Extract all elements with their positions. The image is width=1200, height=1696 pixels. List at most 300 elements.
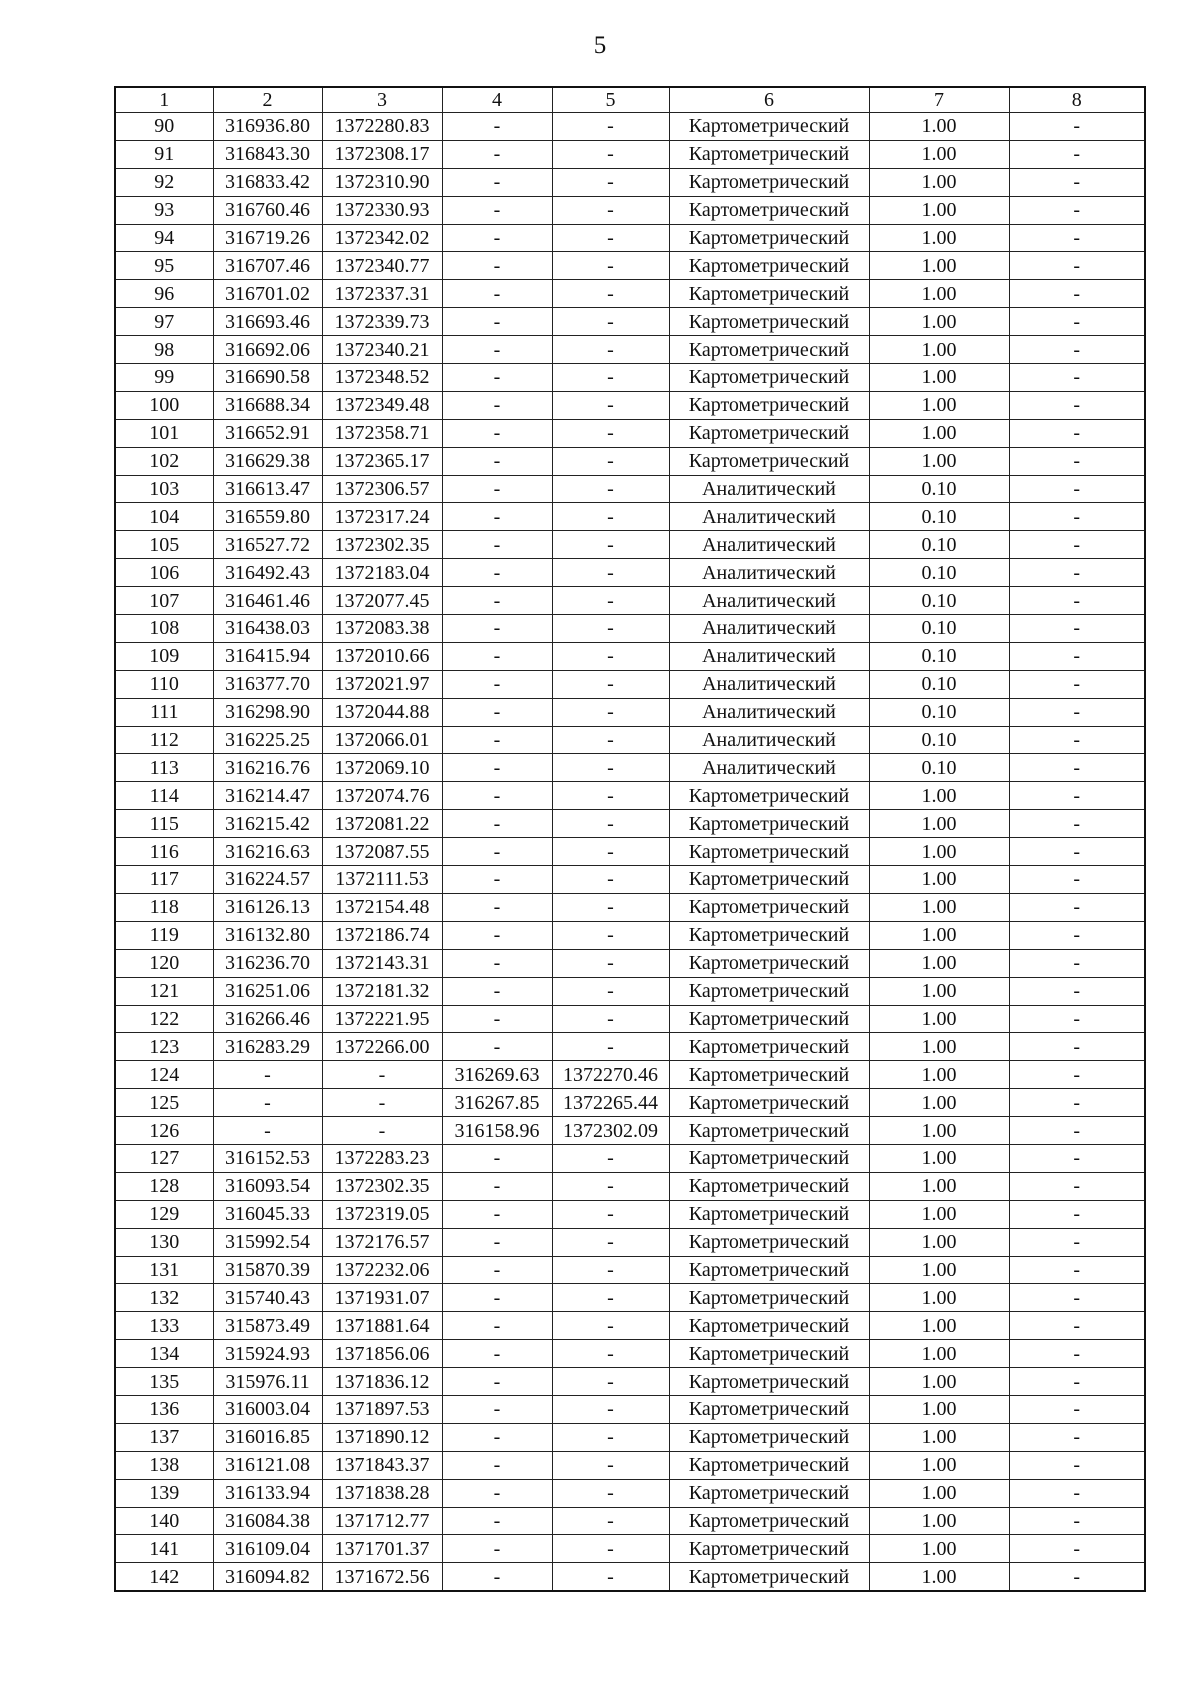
- y-coordinate-cell: 1372349.48: [322, 391, 442, 419]
- x-new-cell: -: [442, 782, 552, 810]
- point-number-cell: 91: [115, 140, 213, 168]
- y-new-cell: 1372265.44: [552, 1089, 669, 1117]
- table-row: [115, 336, 1145, 364]
- method-cell: Картометрический: [669, 1535, 869, 1563]
- description-cell: -: [1009, 1284, 1145, 1312]
- y-new-cell: -: [552, 391, 669, 419]
- table-row: [115, 1368, 1145, 1396]
- table-row: [115, 280, 1145, 308]
- x-coordinate-cell: 315976.11: [213, 1368, 322, 1396]
- x-coordinate-cell: 316527.72: [213, 531, 322, 559]
- description-cell: -: [1009, 447, 1145, 475]
- x-new-cell: -: [442, 252, 552, 280]
- table-row: [115, 754, 1145, 782]
- method-cell: Аналитический: [669, 531, 869, 559]
- point-number-cell: 126: [115, 1117, 213, 1145]
- y-new-cell: -: [552, 1256, 669, 1284]
- method-cell: Картометрический: [669, 1005, 869, 1033]
- y-new-cell: -: [552, 1451, 669, 1479]
- y-coordinate-cell: 1372183.04: [322, 559, 442, 587]
- accuracy-cell: 0.10: [869, 475, 1009, 503]
- description-cell: -: [1009, 503, 1145, 531]
- method-cell: Картометрический: [669, 1172, 869, 1200]
- method-cell: Картометрический: [669, 364, 869, 392]
- point-number-cell: 129: [115, 1200, 213, 1228]
- accuracy-cell: 1.00: [869, 1479, 1009, 1507]
- description-cell: -: [1009, 224, 1145, 252]
- point-number-cell: 104: [115, 503, 213, 531]
- y-new-cell: -: [552, 1144, 669, 1172]
- method-cell: Картометрический: [669, 1117, 869, 1145]
- x-coordinate-cell: 316224.57: [213, 866, 322, 894]
- description-cell: -: [1009, 1228, 1145, 1256]
- y-coordinate-cell: 1372358.71: [322, 419, 442, 447]
- x-new-cell: -: [442, 810, 552, 838]
- y-new-cell: -: [552, 419, 669, 447]
- x-coordinate-cell: 316492.43: [213, 559, 322, 587]
- x-coordinate-cell: 316003.04: [213, 1395, 322, 1423]
- description-cell: -: [1009, 1256, 1145, 1284]
- point-number-cell: 107: [115, 587, 213, 615]
- y-coordinate-cell: 1371836.12: [322, 1368, 442, 1396]
- y-new-cell: -: [552, 475, 669, 503]
- x-coordinate-cell: 316559.80: [213, 503, 322, 531]
- accuracy-cell: 1.00: [869, 364, 1009, 392]
- y-coordinate-cell: 1372280.83: [322, 113, 442, 141]
- table-row: [115, 447, 1145, 475]
- table-row: [115, 866, 1145, 894]
- description-cell: -: [1009, 1340, 1145, 1368]
- table-row: [115, 531, 1145, 559]
- y-coordinate-cell: 1371712.77: [322, 1507, 442, 1535]
- method-cell: Картометрический: [669, 893, 869, 921]
- y-coordinate-cell: 1372308.17: [322, 140, 442, 168]
- x-coordinate-cell: 316719.26: [213, 224, 322, 252]
- point-number-cell: 142: [115, 1563, 213, 1591]
- accuracy-cell: 1.00: [869, 1033, 1009, 1061]
- table-row: [115, 587, 1145, 615]
- x-coordinate-cell: 316652.91: [213, 419, 322, 447]
- table-row: [115, 782, 1145, 810]
- x-new-cell: -: [442, 419, 552, 447]
- method-cell: Картометрический: [669, 113, 869, 141]
- y-coordinate-cell: 1372087.55: [322, 838, 442, 866]
- y-new-cell: -: [552, 1563, 669, 1591]
- point-number-cell: 121: [115, 977, 213, 1005]
- y-coordinate-cell: 1372340.21: [322, 336, 442, 364]
- x-coordinate-cell: 316216.63: [213, 838, 322, 866]
- table-row: [115, 1033, 1145, 1061]
- method-cell: Картометрический: [669, 391, 869, 419]
- method-cell: Картометрический: [669, 1479, 869, 1507]
- x-coordinate-cell: 316214.47: [213, 782, 322, 810]
- x-coordinate-cell: 316298.90: [213, 698, 322, 726]
- x-coordinate-cell: 316415.94: [213, 642, 322, 670]
- x-new-cell: -: [442, 921, 552, 949]
- description-cell: -: [1009, 140, 1145, 168]
- x-new-cell: -: [442, 168, 552, 196]
- x-new-cell: -: [442, 1005, 552, 1033]
- y-coordinate-cell: 1372143.31: [322, 949, 442, 977]
- point-number-cell: 97: [115, 308, 213, 336]
- y-new-cell: -: [552, 308, 669, 336]
- accuracy-cell: 1.00: [869, 447, 1009, 475]
- x-coordinate-cell: 316084.38: [213, 1507, 322, 1535]
- method-cell: Картометрический: [669, 921, 869, 949]
- point-number-cell: 90: [115, 113, 213, 141]
- description-cell: -: [1009, 1312, 1145, 1340]
- x-coordinate-cell: 316690.58: [213, 364, 322, 392]
- table-row: [115, 810, 1145, 838]
- point-number-cell: 93: [115, 196, 213, 224]
- x-coordinate-cell: 316133.94: [213, 1479, 322, 1507]
- table-row: [115, 1423, 1145, 1451]
- x-new-cell: -: [442, 1395, 552, 1423]
- method-cell: Картометрический: [669, 1284, 869, 1312]
- x-coordinate-cell: 316283.29: [213, 1033, 322, 1061]
- x-new-cell: -: [442, 1144, 552, 1172]
- method-cell: Картометрический: [669, 280, 869, 308]
- x-coordinate-cell: 316629.38: [213, 447, 322, 475]
- description-cell: -: [1009, 587, 1145, 615]
- y-coordinate-cell: 1372330.93: [322, 196, 442, 224]
- x-coordinate-cell: 316266.46: [213, 1005, 322, 1033]
- x-coordinate-cell: 316760.46: [213, 196, 322, 224]
- method-cell: Аналитический: [669, 615, 869, 643]
- accuracy-cell: 0.10: [869, 531, 1009, 559]
- y-new-cell: -: [552, 698, 669, 726]
- x-new-cell: -: [442, 893, 552, 921]
- x-coordinate-cell: 315740.43: [213, 1284, 322, 1312]
- y-coordinate-cell: 1372010.66: [322, 642, 442, 670]
- y-coordinate-cell: 1371890.12: [322, 1423, 442, 1451]
- point-number-cell: 134: [115, 1340, 213, 1368]
- x-new-cell: -: [442, 754, 552, 782]
- point-number-cell: 96: [115, 280, 213, 308]
- method-cell: Картометрический: [669, 949, 869, 977]
- x-coordinate-cell: 316016.85: [213, 1423, 322, 1451]
- x-coordinate-cell: 316109.04: [213, 1535, 322, 1563]
- point-number-cell: 130: [115, 1228, 213, 1256]
- y-new-cell: -: [552, 921, 669, 949]
- description-cell: -: [1009, 1479, 1145, 1507]
- x-new-cell: -: [442, 670, 552, 698]
- x-new-cell: -: [442, 1172, 552, 1200]
- point-number-cell: 139: [115, 1479, 213, 1507]
- table-row: [115, 113, 1145, 141]
- accuracy-cell: 1.00: [869, 168, 1009, 196]
- x-new-cell: -: [442, 1368, 552, 1396]
- point-number-cell: 119: [115, 921, 213, 949]
- method-cell: Картометрический: [669, 1368, 869, 1396]
- point-number-cell: 124: [115, 1061, 213, 1089]
- point-number-cell: 103: [115, 475, 213, 503]
- x-new-cell: -: [442, 559, 552, 587]
- y-new-cell: -: [552, 1423, 669, 1451]
- accuracy-cell: 0.10: [869, 670, 1009, 698]
- table-row: [115, 1563, 1145, 1591]
- x-new-cell: -: [442, 838, 552, 866]
- column-header: 3: [322, 87, 442, 113]
- accuracy-cell: 1.00: [869, 391, 1009, 419]
- y-new-cell: -: [552, 1033, 669, 1061]
- accuracy-cell: 1.00: [869, 1423, 1009, 1451]
- y-new-cell: -: [552, 893, 669, 921]
- point-number-cell: 131: [115, 1256, 213, 1284]
- table-row: [115, 726, 1145, 754]
- description-cell: -: [1009, 1423, 1145, 1451]
- description-cell: -: [1009, 419, 1145, 447]
- x-new-cell: -: [442, 1507, 552, 1535]
- y-new-cell: -: [552, 1200, 669, 1228]
- x-coordinate-cell: 316216.76: [213, 754, 322, 782]
- point-number-cell: 123: [115, 1033, 213, 1061]
- x-coordinate-cell: 316377.70: [213, 670, 322, 698]
- table-row: [115, 1451, 1145, 1479]
- point-number-cell: 108: [115, 615, 213, 643]
- table-row: [115, 559, 1145, 587]
- method-cell: Картометрический: [669, 1312, 869, 1340]
- y-coordinate-cell: 1372221.95: [322, 1005, 442, 1033]
- method-cell: Аналитический: [669, 475, 869, 503]
- x-new-cell: -: [442, 196, 552, 224]
- description-cell: -: [1009, 1144, 1145, 1172]
- y-coordinate-cell: 1372083.38: [322, 615, 442, 643]
- method-cell: Картометрический: [669, 1340, 869, 1368]
- y-coordinate-cell: 1372319.05: [322, 1200, 442, 1228]
- description-cell: -: [1009, 921, 1145, 949]
- accuracy-cell: 1.00: [869, 252, 1009, 280]
- x-coordinate-cell: 316693.46: [213, 308, 322, 336]
- method-cell: Картометрический: [669, 168, 869, 196]
- method-cell: Картометрический: [669, 1033, 869, 1061]
- y-coordinate-cell: 1372044.88: [322, 698, 442, 726]
- accuracy-cell: 1.00: [869, 1228, 1009, 1256]
- accuracy-cell: 1.00: [869, 1117, 1009, 1145]
- x-coordinate-cell: 316236.70: [213, 949, 322, 977]
- accuracy-cell: 1.00: [869, 1507, 1009, 1535]
- description-cell: -: [1009, 1395, 1145, 1423]
- y-new-cell: -: [552, 224, 669, 252]
- x-new-cell: -: [442, 1479, 552, 1507]
- accuracy-cell: 1.00: [869, 1284, 1009, 1312]
- point-number-cell: 118: [115, 893, 213, 921]
- point-number-cell: 98: [115, 336, 213, 364]
- y-coordinate-cell: 1371701.37: [322, 1535, 442, 1563]
- method-cell: Аналитический: [669, 503, 869, 531]
- method-cell: Картометрический: [669, 1451, 869, 1479]
- y-new-cell: -: [552, 977, 669, 1005]
- accuracy-cell: 1.00: [869, 336, 1009, 364]
- table-row: [115, 1172, 1145, 1200]
- description-cell: -: [1009, 308, 1145, 336]
- description-cell: -: [1009, 642, 1145, 670]
- accuracy-cell: 1.00: [869, 1256, 1009, 1284]
- method-cell: Картометрический: [669, 1089, 869, 1117]
- point-number-cell: 102: [115, 447, 213, 475]
- x-new-cell: -: [442, 447, 552, 475]
- point-number-cell: 132: [115, 1284, 213, 1312]
- table-row: [115, 1284, 1145, 1312]
- accuracy-cell: 1.00: [869, 1368, 1009, 1396]
- method-cell: Картометрический: [669, 866, 869, 894]
- y-new-cell: -: [552, 1172, 669, 1200]
- coordinates-table: [114, 86, 1146, 1592]
- description-cell: -: [1009, 893, 1145, 921]
- y-coordinate-cell: 1372337.31: [322, 280, 442, 308]
- point-number-cell: 138: [115, 1451, 213, 1479]
- accuracy-cell: 1.00: [869, 1563, 1009, 1591]
- page-number: 5: [593, 32, 607, 59]
- y-new-cell: -: [552, 1395, 669, 1423]
- x-coordinate-cell: 316126.13: [213, 893, 322, 921]
- table-row: [115, 419, 1145, 447]
- column-header: 8: [1009, 87, 1145, 113]
- accuracy-cell: 1.00: [869, 1340, 1009, 1368]
- point-number-cell: 105: [115, 531, 213, 559]
- table-row: [115, 1200, 1145, 1228]
- description-cell: -: [1009, 615, 1145, 643]
- x-new-cell: -: [442, 1312, 552, 1340]
- x-new-cell: -: [442, 977, 552, 1005]
- table-row: [115, 642, 1145, 670]
- accuracy-cell: 1.00: [869, 949, 1009, 977]
- accuracy-cell: 1.00: [869, 921, 1009, 949]
- y-coordinate-cell: 1372283.23: [322, 1144, 442, 1172]
- accuracy-cell: 0.10: [869, 615, 1009, 643]
- description-cell: -: [1009, 726, 1145, 754]
- x-coordinate-cell: 315992.54: [213, 1228, 322, 1256]
- x-new-cell: -: [442, 698, 552, 726]
- method-cell: Картометрический: [669, 1256, 869, 1284]
- description-cell: -: [1009, 336, 1145, 364]
- x-coordinate-cell: 316613.47: [213, 475, 322, 503]
- x-new-cell: -: [442, 949, 552, 977]
- y-new-cell: 1372302.09: [552, 1117, 669, 1145]
- table-row: [115, 503, 1145, 531]
- y-new-cell: -: [552, 587, 669, 615]
- description-cell: -: [1009, 1117, 1145, 1145]
- table-row: [115, 140, 1145, 168]
- y-coordinate-cell: 1372306.57: [322, 475, 442, 503]
- column-header: 6: [669, 87, 869, 113]
- accuracy-cell: 0.10: [869, 726, 1009, 754]
- accuracy-cell: 0.10: [869, 559, 1009, 587]
- point-number-cell: 109: [115, 642, 213, 670]
- description-cell: -: [1009, 866, 1145, 894]
- x-coordinate-cell: 316251.06: [213, 977, 322, 1005]
- x-coordinate-cell: 315870.39: [213, 1256, 322, 1284]
- table-row: [115, 168, 1145, 196]
- method-cell: Картометрический: [669, 1395, 869, 1423]
- y-new-cell: -: [552, 364, 669, 392]
- accuracy-cell: 1.00: [869, 419, 1009, 447]
- accuracy-cell: 1.00: [869, 280, 1009, 308]
- x-coordinate-cell: -: [213, 1117, 322, 1145]
- table-row: [115, 1507, 1145, 1535]
- x-new-cell: -: [442, 308, 552, 336]
- y-new-cell: -: [552, 1535, 669, 1563]
- method-cell: Аналитический: [669, 559, 869, 587]
- y-coordinate-cell: 1371931.07: [322, 1284, 442, 1312]
- description-cell: -: [1009, 1368, 1145, 1396]
- point-number-cell: 113: [115, 754, 213, 782]
- y-coordinate-cell: 1372302.35: [322, 1172, 442, 1200]
- y-coordinate-cell: 1372186.74: [322, 921, 442, 949]
- table-row: [115, 949, 1145, 977]
- description-cell: -: [1009, 1563, 1145, 1591]
- y-coordinate-cell: 1372021.97: [322, 670, 442, 698]
- table-row: [115, 1117, 1145, 1145]
- y-new-cell: -: [552, 280, 669, 308]
- y-coordinate-cell: 1372365.17: [322, 447, 442, 475]
- y-new-cell: -: [552, 949, 669, 977]
- y-new-cell: -: [552, 1005, 669, 1033]
- x-coordinate-cell: 316438.03: [213, 615, 322, 643]
- x-new-cell: -: [442, 1033, 552, 1061]
- y-new-cell: -: [552, 196, 669, 224]
- column-header: 5: [552, 87, 669, 113]
- accuracy-cell: 1.00: [869, 1200, 1009, 1228]
- y-new-cell: -: [552, 140, 669, 168]
- y-new-cell: -: [552, 336, 669, 364]
- x-new-cell: -: [442, 615, 552, 643]
- y-new-cell: -: [552, 168, 669, 196]
- column-header: 7: [869, 87, 1009, 113]
- point-number-cell: 110: [115, 670, 213, 698]
- description-cell: -: [1009, 754, 1145, 782]
- point-number-cell: 111: [115, 698, 213, 726]
- description-cell: -: [1009, 475, 1145, 503]
- x-coordinate-cell: 316707.46: [213, 252, 322, 280]
- y-coordinate-cell: 1371881.64: [322, 1312, 442, 1340]
- description-cell: -: [1009, 1200, 1145, 1228]
- point-number-cell: 100: [115, 391, 213, 419]
- x-new-cell: -: [442, 1423, 552, 1451]
- y-new-cell: -: [552, 670, 669, 698]
- method-cell: Картометрический: [669, 196, 869, 224]
- y-coordinate-cell: 1371856.06: [322, 1340, 442, 1368]
- accuracy-cell: 0.10: [869, 642, 1009, 670]
- table-row: [115, 1256, 1145, 1284]
- accuracy-cell: 0.10: [869, 698, 1009, 726]
- accuracy-cell: 0.10: [869, 503, 1009, 531]
- y-coordinate-cell: 1372340.77: [322, 252, 442, 280]
- table-row: [115, 475, 1145, 503]
- table-row: [115, 364, 1145, 392]
- x-coordinate-cell: 316045.33: [213, 1200, 322, 1228]
- accuracy-cell: 1.00: [869, 308, 1009, 336]
- accuracy-cell: 1.00: [869, 838, 1009, 866]
- x-new-cell: -: [442, 113, 552, 141]
- y-coordinate-cell: 1372066.01: [322, 726, 442, 754]
- accuracy-cell: 1.00: [869, 224, 1009, 252]
- accuracy-cell: 1.00: [869, 1535, 1009, 1563]
- y-new-cell: -: [552, 447, 669, 475]
- y-new-cell: -: [552, 810, 669, 838]
- x-new-cell: -: [442, 140, 552, 168]
- y-new-cell: -: [552, 615, 669, 643]
- table-row: [115, 698, 1145, 726]
- y-new-cell: -: [552, 503, 669, 531]
- method-cell: Картометрический: [669, 838, 869, 866]
- x-coordinate-cell: 316094.82: [213, 1563, 322, 1591]
- x-new-cell: 316267.85: [442, 1089, 552, 1117]
- table-row: [115, 224, 1145, 252]
- table-row: [115, 1479, 1145, 1507]
- y-new-cell: -: [552, 1312, 669, 1340]
- method-cell: Аналитический: [669, 587, 869, 615]
